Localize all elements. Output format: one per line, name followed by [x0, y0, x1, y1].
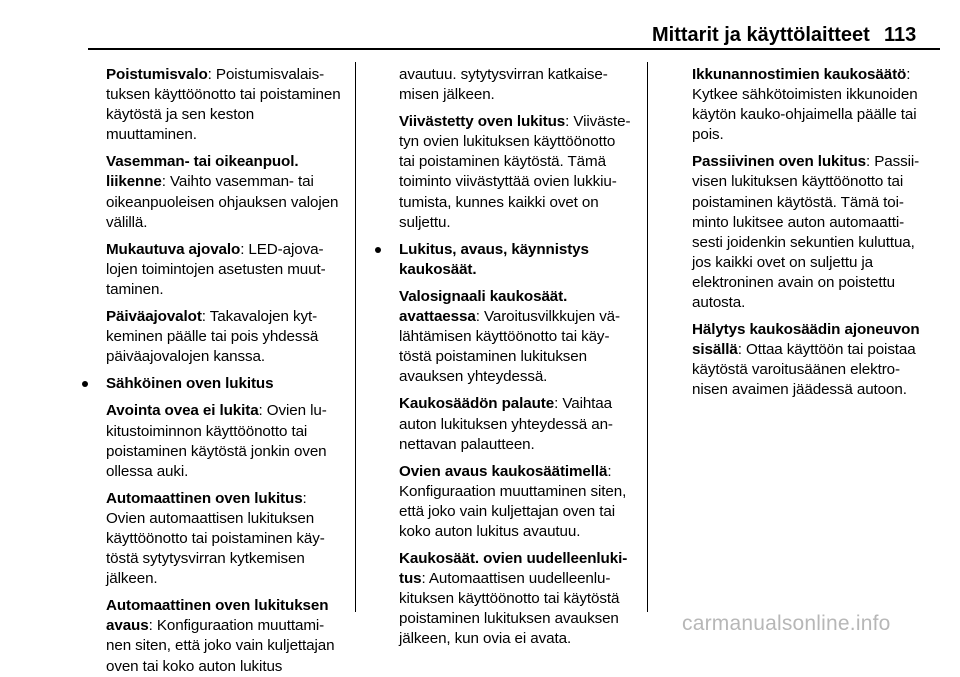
setting-term: Hälytys kaukosäädin ajoneuvon sisällä	[692, 321, 920, 359]
setting-entry	[399, 287, 635, 387]
column-1	[106, 65, 342, 677]
column-divider	[355, 62, 356, 612]
setting-entry	[692, 320, 928, 400]
setting-description: : Passiivisen lukituksen käyttöönotto tai poistaminen käytöstä. Tämä toiminto lukitsee auton automaattisesti joidenkin sekuntien kuluttua, jos kaikki ovet on suljettu ja elektroninen avain on poistettu autosta.	[692, 153, 920, 312]
setting-description: avautuu. sytytysvirran katkaisemisen jälkeen.	[399, 66, 608, 104]
setting-description: : Ovien lukitustoiminnon käyttöönotto tai poistaminen käytöstä jonkin oven ollessa auki.	[106, 402, 327, 480]
section-heading	[399, 240, 635, 280]
setting-term: Ovien avaus kaukosäätimellä	[399, 462, 608, 480]
column-3	[692, 65, 928, 401]
page-title: Mittarit ja käyttölaitteet	[652, 24, 870, 46]
setting-entry	[399, 549, 635, 649]
bullet-icon	[375, 247, 381, 253]
page-number: 113	[884, 24, 917, 46]
column-divider	[647, 62, 648, 612]
setting-term: Avointa ovea ei lukita	[106, 402, 259, 420]
column-2	[399, 65, 635, 650]
setting-entry-continued	[399, 65, 635, 105]
setting-entry	[106, 401, 342, 481]
setting-description: : Vaihto vasemman- tai oikeanpuoleisen ohjauksen valojen välillä.	[106, 173, 339, 231]
setting-term: Viivästetty oven lukitus	[399, 113, 566, 131]
setting-description: : Takavalojen kytkeminen päälle tai pois yhdessä päiväajovalojen kanssa.	[106, 308, 319, 366]
setting-entry	[106, 596, 342, 676]
setting-entry	[106, 152, 342, 232]
setting-entry	[106, 65, 342, 145]
setting-entry	[692, 65, 928, 145]
setting-term: Valosignaali kaukosäät. avattaessa	[399, 287, 568, 326]
setting-term: Poistumisvalo	[106, 66, 208, 83]
setting-term: Passiivinen oven lukitus	[692, 153, 867, 171]
setting-description: : Ovien automaattisen lukituksen käyttöönotto tai poistaminen käytöstä sytytysvirran kytkemisen jälkeen.	[106, 489, 325, 588]
setting-description: : Ottaa käyttöön tai poistaa käytöstä varoitusäänen elektronisen avaimen jäädessä autoon.	[692, 341, 916, 399]
section-heading	[106, 374, 342, 394]
setting-entry	[106, 489, 342, 589]
setting-description: : Varoitusvilkkujen välähtämisen käyttöönotto tai käytöstä poistaminen lukituksen avauksen yhteydessä.	[399, 308, 621, 386]
setting-description: : Konfiguraation muuttaminen siten, että joko vain kuljettajan oven tai koko auton lukitus	[106, 617, 335, 675]
setting-description: : Kytkee sähkötoimisten ikkunoiden käytön kauko-ohjaimella päälle tai pois.	[692, 66, 918, 144]
setting-term: Päiväajovalot	[106, 308, 202, 326]
setting-description: : LED-ajovalojen toimintojen asetusten muuttaminen.	[106, 240, 326, 298]
setting-term: Kaukosäät. ovien uudelleenlukitus	[399, 550, 628, 588]
setting-term: Vasemman- tai oikeanpuol. liikenne	[106, 153, 299, 191]
setting-description: : Automaattisen uudelleenlukituksen käyttöönotto tai käytöstä poistaminen lukituksen avauksen jälkeen, kun ovia ei avata.	[399, 570, 620, 648]
section-heading-label: Sähköinen oven lukitus	[106, 375, 274, 393]
setting-entry	[692, 152, 928, 313]
setting-description: : Konfiguraation muuttaminen siten, että joko vain kuljettajan oven tai koko auton lukitus avautuu.	[399, 462, 627, 540]
setting-term: Mukautuva ajovalo	[106, 240, 241, 258]
setting-term: Automaattinen oven lukituksen avaus	[106, 597, 329, 635]
setting-term: Ikkunannostimien kaukosäätö	[692, 66, 907, 83]
watermark: carmanualsonline.info	[682, 612, 891, 635]
setting-term: Kaukosäädön palaute	[399, 395, 555, 413]
bullet-icon	[82, 381, 88, 387]
setting-description: : Poistumisvalaistuksen käyttöönotto tai poistaminen käytöstä ja sen keston muuttaminen.	[106, 66, 341, 144]
setting-entry	[106, 307, 342, 367]
setting-entry	[106, 240, 342, 300]
setting-term: Automaattinen oven lukitus	[106, 489, 303, 507]
header-rule	[88, 48, 940, 50]
setting-entry	[399, 394, 635, 454]
setting-entry	[399, 462, 635, 542]
setting-description: : Viivästetyn ovien lukituksen käyttöönotto tai poistaminen käytöstä. Tämä toiminto viivästyttää ovien lukkiutumista, kunnes kaikki ovet on suljettu.	[399, 113, 631, 231]
section-heading-label: Lukitus, avaus, käynnistys kaukosäät.	[399, 240, 589, 278]
setting-description: : Vaihtaa auton lukituksen yhteydessä annettavan palautteen.	[399, 395, 613, 453]
setting-entry	[399, 112, 635, 233]
